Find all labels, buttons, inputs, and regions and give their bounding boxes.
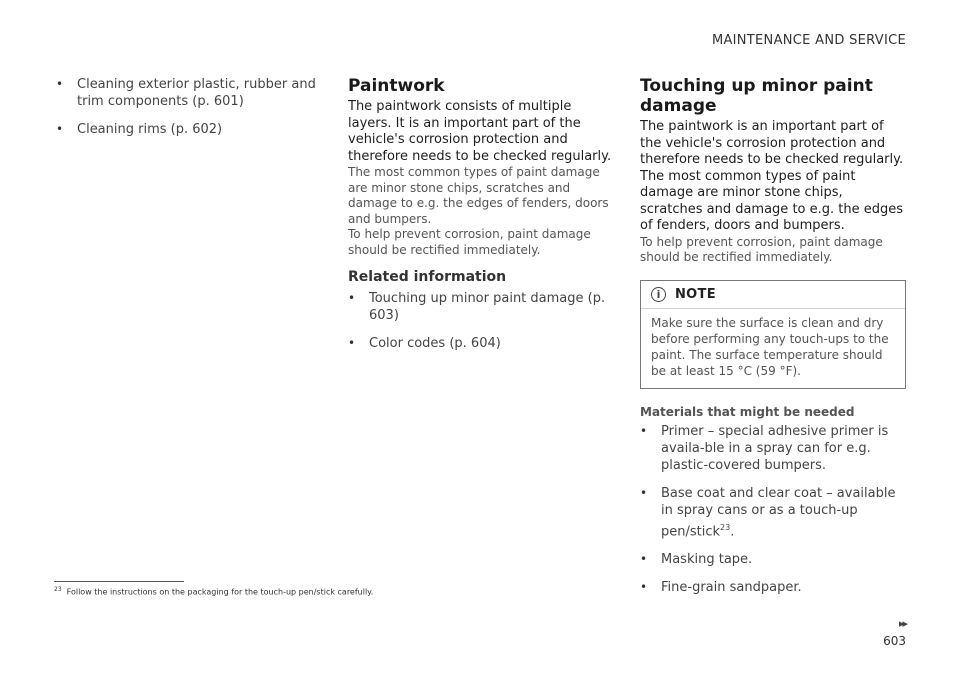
material-item-tape: • Masking tape. — [640, 551, 908, 568]
related-links-list — [56, 76, 316, 138]
paintwork-title: Paintwork — [348, 76, 445, 96]
footnote-number: 23 — [54, 586, 62, 593]
footnote-text: Follow the instructions on the packaging for the touch-up pen/stick carefully. — [66, 587, 374, 597]
material-item-coat: • Base coat and clear coat – available in spray cans or as a touch-up pen/stick$^{23}$. — [640, 485, 908, 540]
touchup-lead: The paintwork is an important part of the vehicle's corrosion protection and therefore needs to be checked regularly. The most common types of paint damage are minor stone chips, scratches and damage to e.g. the edges of fenders, doors and bumpers. — [640, 119, 904, 233]
note-box — [640, 280, 906, 389]
paintwork-body-2: To help prevent corrosion, paint damage should be rectified immediately. — [348, 227, 591, 257]
related-info-list — [348, 290, 616, 352]
page-number: 603 — [883, 634, 906, 648]
link-cleaning-exterior[interactable]: • Cleaning exterior plastic, rubber and trim components (p. 601) — [56, 76, 316, 110]
column-left — [56, 76, 316, 149]
footnote-ref[interactable]: 23 — [720, 522, 731, 532]
link-touching-up[interactable]: • Touching up minor paint damage (p. 603) — [348, 290, 616, 324]
link-color-codes[interactable]: • Color codes (p. 604) — [348, 335, 616, 352]
next-page-icon[interactable]: ▸▸ — [898, 617, 906, 630]
column-middle — [348, 76, 616, 363]
link-cleaning-rims[interactable]: • Cleaning rims (p. 602) — [56, 121, 316, 138]
note-label: NOTE — [675, 286, 716, 302]
footnote — [54, 586, 373, 597]
materials-list — [640, 423, 908, 596]
touchup-title: Touching up minor paint damage — [640, 76, 873, 116]
column-right — [640, 76, 908, 607]
touchup-body: To help prevent corrosion, paint damage should be rectified immediately. — [640, 234, 883, 264]
paintwork-body-1: The most common types of paint damage are minor stone chips, scratches and damage to e.g. the edges of fenders, doors and bumpers. — [348, 165, 609, 226]
footnote-divider — [54, 581, 184, 582]
material-item-primer: • Primer – special adhesive primer is availa-ble in a spray can for e.g. plastic-covered bumpers. — [640, 423, 908, 474]
materials-title: Materials that might be needed — [640, 404, 855, 419]
note-text: Make sure the surface is clean and dry before performing any touch-ups to the paint. The surface temperature should be at least 15 °C (59 °F). — [651, 315, 889, 378]
section-header: MAINTENANCE AND SERVICE — [711, 33, 906, 48]
info-icon: i — [651, 287, 666, 302]
related-info-title: Related information — [348, 269, 507, 285]
note-header — [641, 281, 905, 309]
material-item-sandpaper: • Fine-grain sandpaper. — [640, 579, 908, 596]
paintwork-lead: The paintwork consists of multiple layers. It is an important part of the vehicle's corrosion protection and therefore needs to be checked regularly. — [348, 99, 612, 164]
